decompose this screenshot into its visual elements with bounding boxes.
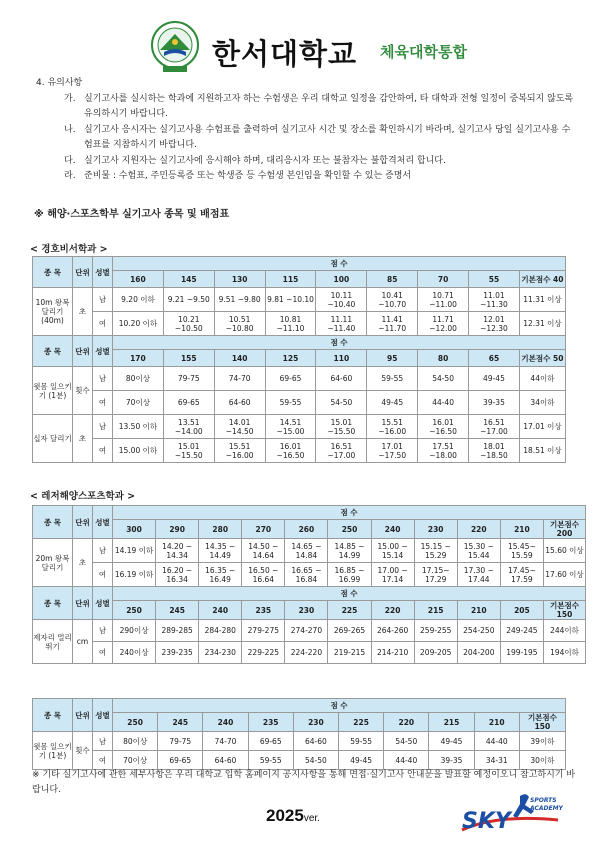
note-item: 가. 실기고사를 실시하는 학과에 지원하고자 하는 수험생은 우리 대학교 일정을 감안하여, 타 대학과 전형 일정이 중복되지 않도록 유의하시기 바랍니다. — [64, 93, 574, 119]
score-header-row: 170 155 140 125 110 95 80 65 기본점수 50 — [33, 350, 566, 367]
col-header-event: 종 목 — [33, 257, 73, 288]
event-unit: 초 — [73, 415, 93, 463]
sky-logo-text: SKY — [462, 809, 511, 834]
section-title: ※ 해양·스포츠학부 실기고사 종목 및 배점표 — [34, 209, 230, 220]
event-unit: cm — [73, 620, 93, 664]
table-row: 여 16.19 이하 16.20 ~ 16.34 16.35 ~ 16.49 16.50 ~ 16.64 16.65 ~ 16.84 16.85 ~ 16.99 17.00 ~ 17.14 17.15~ 17.29 17.30 ~ 17.44 17.45~ 17.59 17.60 이상 — [33, 563, 586, 587]
sky-logo-line2: ACADEMY — [530, 805, 563, 812]
col-header-score: 점 수 — [113, 257, 566, 271]
score-header-row: 250 245 240 235 230 225 220 215 210 기본점수 150 — [33, 713, 566, 732]
event-name: 윗몸 일으키기 (1분) — [33, 367, 73, 415]
note-item: 다. 실기고사 지원자는 실기고사에 응시해야 하며, 대리응시자 또는 불참자는 불합격처리 합니다. — [64, 155, 446, 166]
table-row: 여 240이상 239-235 234-230 229-225 224-220 219-215 214-210 209-205 204-200 199-195 194이하 — [33, 642, 586, 664]
event-name: 윗몸 일으키기 (1분) — [33, 732, 73, 770]
table-row: 제자리 멀리뛰기 cm 남 290이상 289-285 284-280 279-275 274-270 269-265 264-260 259-255 254-250 249-245 244이하 — [33, 620, 586, 642]
event-name: 10m 왕복 달리기 (40m) — [33, 288, 73, 336]
table-row: 10m 왕복 달리기 (40m) 초 남 9.20 이하 9.21 ~9.50 9.51 ~9.80 9.81 ~10.10 10.11 ~10.40 10.41 ~10.70 10.71 ~11.00 11.01 ~11.30 11.31 이상 — [33, 288, 566, 312]
table-row: 십자 달리기 초 남 13.50 이하 13.51 ~14.00 14.01 ~14.50 14.51 ~15.00 15.01 ~15.50 15.51 ~16.00 16.01 ~16.50 16.51 ~17.00 17.01 이상 — [33, 415, 566, 439]
col-header-unit: 단위 — [73, 257, 93, 288]
notes-section — [36, 76, 576, 185]
footnote: ※ 기타 실기고사에 관한 세부사항은 우리 대학교 입학 홈페이지 공지사항을 통해 면접·실기고사 안내문을 발표할 예정이오니 참고하시기 바랍니다. — [32, 770, 576, 795]
notes-heading: 4. 유의사항 — [36, 78, 83, 88]
event-name: 20m 왕복 달리기 — [33, 539, 73, 587]
table-row: 20m 왕복 달리기 초 남 14.19 이하 14.20 ~ 14.34 14.35 ~ 14.49 14.50 ~ 14.64 14.65 ~ 14.84 14.85 ~ 14.99 15.00 ~ 15.14 15.15 ~ 15.29 15.30 ~ 15.44 15.45~ 15.59 15.60 이상 — [33, 539, 586, 563]
university-emblem-icon — [150, 20, 200, 74]
score-header-row: 300 290 280 270 260 250 240 230 220 210 기본점수 200 — [33, 520, 586, 539]
event-name: 십자 달리기 — [33, 415, 73, 463]
event-unit: 초 — [73, 539, 93, 587]
note-item: 나. 실기고사 응시자는 실기고사용 수험표를 출력하여 실기고사 시간 및 장소를 확인하시기 바라며, 실기고사 당일 실기고사용 수험표를 지참하시기 바랍니다. — [64, 124, 571, 150]
table-row: 여 15.00 이하 15.01 ~15.50 15.51 ~16.00 16.01 ~16.50 16.51 ~17.00 17.01 ~17.50 17.51 ~18.00 18.01 ~18.50 18.51 이상 — [33, 439, 566, 463]
event-unit: 초 — [73, 288, 93, 336]
table-row: 윗몸 일으키기 (1분) 횟수 남 80이상 79-75 74-70 69-65 64-60 59-55 54-50 49-45 44-40 39이하 — [33, 732, 566, 751]
event-name: 제자리 멀리뛰기 — [33, 620, 73, 664]
page-header — [0, 14, 598, 74]
college-subtitle: 체육대학통합 — [380, 43, 467, 61]
leisure-situp-table: 종 목 단위 성별 점 수 250 245 240 235 230 225 220 215 210 기본점수 150 윗몸 일으키기 (1분) 횟수 남 80이상 79-75 74-70 69-65 64-60 59-55 54-50 49-45 44-40 39이하 여 70이상 69-65 64-60 59-55 54-50 49-45 44-40 39-35 34-31 30이하 — [32, 698, 566, 770]
sky-sports-academy-logo-icon — [458, 790, 568, 840]
sky-logo-line1: SPORTS — [530, 797, 557, 804]
event-unit: 횟수 — [73, 367, 93, 415]
table-row: 여 70이상 69-65 64-60 59-55 54-50 49-45 44-40 39-35 34이하 — [33, 391, 566, 415]
version-label: 2025ver. — [266, 806, 320, 825]
score-header-row: 250 245 240 235 230 225 220 215 210 205 기본점수 150 — [33, 601, 586, 620]
score-header-row: 160 145 130 115 100 85 70 55 기본점수 40 — [33, 271, 566, 288]
event-unit: 횟수 — [73, 732, 93, 770]
table-row: 여 70이상 69-65 64-60 59-55 54-50 49-45 44-40 39-35 34-31 30이하 — [33, 751, 566, 770]
note-item: 라. 준비물 : 수험표, 주민등록증 또는 학생증 등 수험생 본인임을 확인할 수 있는 증명서 — [64, 171, 412, 181]
table-row: 윗몸 일으키기 (1분) 횟수 남 80이상 79-75 74-70 69-65 64-60 59-55 54-50 49-45 44이하 — [33, 367, 566, 391]
guard-dept-title: < 경호비서학과 > — [30, 244, 108, 255]
col-header-gender: 성별 — [93, 257, 113, 288]
leisure-score-table: 종 목 단위 성별 점 수 300 290 280 270 260 250 240 230 220 210 기본점수 200 20m 왕복 달리기 초 남 14.19 이하 14.20 ~ 14.34 14.35 ~ 14.49 14.50 ~ 14.64 14.65 ~ 14.84 14.85 ~ 14.99 15.00 ~ 15.14 15.15 ~ 15.29 15.30 ~ 15.44 15.45~ 15.59 15.60 이상 여 16.19 이하 16.20 ~ 16.34 16.35 ~ 16.49 16.50 ~ 16.64 16.65 ~ 16.84 16.85 ~ 16.99 17.00 ~ 17.14 17.15~ 17.29 17.30 ~ 17.44 17.45~ 17.59 17.60 이상 종 목 단위 성별 점 수 250 245 240 235 230 225 220 215 210 205 기본점수 150 제자리 멀리뛰기 cm 남 290이상 289-285 284-280 279-275 274-270 269-265 264-260 259-255 254-250 249-245 244이하 여 240이상 239-235 234-230 229-225 224-220 219-215 214-210 209-205 204-200 199-195 194이하 — [32, 505, 586, 664]
university-name: 한서대학교 — [212, 37, 358, 71]
leisure-dept-title: < 레저해양스포츠학과 > — [30, 491, 136, 502]
guard-score-table: 종 목 단위 성별 점 수 160 145 130 115 100 85 70 55 기본점수 40 10m 왕복 달리기 (40m) 초 남 9.20 이하 9.21 ~9.50 9.51 ~9.80 9.81 ~10.10 10.11 ~10.40 10.41 ~10.70 10.71 ~11.00 11.01 ~11.30 11.31 이상 여 10.20 이하 10.21 ~10.50 10.51 ~10.80 10.81 ~11.10 11.11 ~11.40 11.41 ~11.70 11.71 ~12.00 12.01 ~12.30 12.31 이상 종 목 단위 성별 점 수 170 155 140 125 110 95 80 65 기본점수 50 윗몸 일으키기 (1분) 횟수 남 80이상 79-75 74-70 69-65 64-60 59-55 54-50 49-45 44이하 여 70이상 69-65 64-60 59-55 54-50 49-45 44-40 39-35 34이하 십자 달리기 초 남 13.50 이하 13.51 ~14.00 14.01 ~14.50 14.51 ~15.00 15.01 ~15.50 15.51 ~16.00 16.01 ~16.50 16.51 ~17.00 17.01 이상 여 15.00 이하 15.01 ~15.50 15.51 ~16.00 16.01 ~16.50 16.51 ~17.00 17.01 ~17.50 17.51 ~18.00 18.01 ~18.50 18.51 이상 — [32, 256, 566, 463]
table-row: 여 10.20 이하 10.21 ~10.50 10.51 ~10.80 10.81 ~11.10 11.11 ~11.40 11.41 ~11.70 11.71 ~12.00 12.01 ~12.30 12.31 이상 — [33, 312, 566, 336]
